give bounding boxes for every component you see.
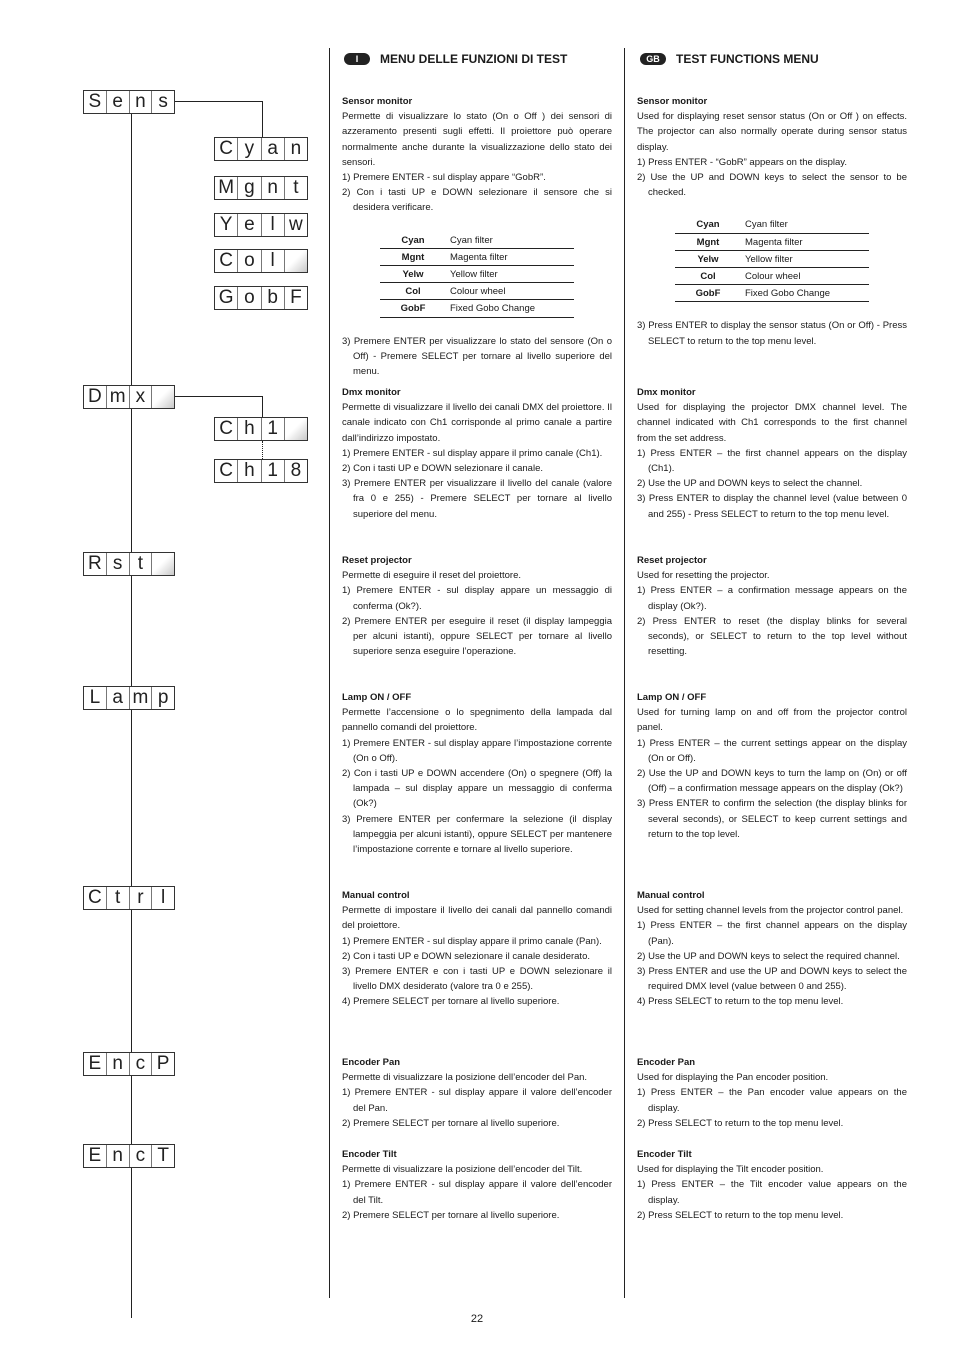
section-title: Reset projector [342,555,412,566]
step: 1) Premere ENTER - sul display appare l’impostazione corrente (On o Off). [342,737,612,764]
sensor-desc: Fixed Gobo Change [446,300,574,317]
gb-sensor-section [637,94,907,349]
step: 2) Press SELECT to return to the top menu level. [637,1117,844,1129]
display-char: C [84,887,107,909]
dmx-connector [174,396,262,397]
display-char: a [107,687,130,709]
it-header [344,52,567,66]
sens-branch-line [262,101,263,141]
it-ctrl-section [342,888,612,1010]
step: 1) Premere ENTER - sul display appare “GobR”. [342,172,546,184]
section-intro: Permette di visualizzare la posizione dell’encoder del Tilt. [342,1164,583,1176]
sensor-desc: Magenta filter [446,248,574,265]
section-title: Sensor monitor [342,96,413,107]
step: 3) Press ENTER to confirm the selection (the display blinks for several seconds), or SELECT to keep current settings and return to the top level. [637,798,907,840]
step: 3) Premere ENTER per visualizzare lo stato del sensore (On o Off) - Premere SELECT per tornare al livello superiore del menu. [342,335,612,378]
step: 3) Press ENTER to display the channel level (value between 0 and 255) - Press SELECT to return to the top menu level. [637,493,907,520]
display-char: p [157,687,169,708]
step: 2) Use the UP and DOWN keys to select the sensor to be checked. [637,172,907,199]
step: 3) Press ENTER and use the UP and DOWN keys to select the required DMX level (value between 0 and 255). [637,966,907,993]
section-title: Lamp ON / OFF [342,692,412,703]
step: 1) Press ENTER – the first channel appears on the display (Ch1). [637,447,907,475]
it-lamp-section [342,690,612,857]
display-enct [83,1144,175,1168]
step: 2) Premere SELECT per tornare al livello superiore. [342,1117,560,1129]
step: 4) Press SELECT to return to the top menu level. [637,996,844,1008]
sensor-key: Col [380,283,446,300]
step: 3) Premere ENTER e con i tasti UP e DOWN selezionare il livello DMX desiderato (valore tra 0 e 255). [342,966,612,993]
section-title: Encoder Tilt [637,1149,692,1160]
display-char: l [161,887,166,908]
it-title: MENU DELLE FUNZIONI DI TEST [380,52,568,66]
section-intro: Permette di visualizzare la posizione dell’encoder del Pan. [342,1072,588,1084]
sensor-desc: Yellow filter [741,250,869,267]
column-divider-right [624,48,625,1298]
column-divider-left [329,48,330,1298]
display-lamp [83,686,175,710]
section-intro: Permette di visualizzare il livello dei canali DMX del proiettore. Il canale indicato con Ch1 corrisponde al primo canale a partire dall’indirizzo impostato. [342,402,612,444]
display-ctrl [83,886,175,910]
display-char: D [84,386,107,408]
gb-ctrl-section [637,888,907,1010]
step: 2) Use the UP and DOWN keys to turn the lamp on (On) or off (Off) – a confirmation message appears on the display (Ok?) [637,768,907,795]
display-char: g [238,177,261,199]
display-char: t [130,553,153,575]
step: 1) Press ENTER – the Pan encoder value appears on the display. [637,1087,907,1114]
gb-header [640,52,819,66]
section-intro: Used for displaying the Pan encoder position. [637,1072,829,1084]
sensor-key: Col [675,268,741,285]
section-intro: Permette di impostare il livello dei canali dal pannello comandi del proiettore. [342,905,612,932]
display-char: 1 [262,418,285,440]
display-char: E [84,1053,107,1075]
display-char: w [289,214,303,235]
section-intro: Used for turning lamp on and off from the projector control panel. [637,707,907,734]
display-char: h [238,460,261,482]
sensor-key: GobF [675,285,741,302]
display-char: b [262,287,285,309]
sensor-key: GobF [380,300,446,317]
section-title: Lamp ON / OFF [637,692,707,703]
display-char [152,386,174,408]
step: 2) Press SELECT to return to the top menu level. [637,1209,844,1221]
display-cyan [214,137,308,161]
display-encp [83,1052,175,1076]
sensor-desc: Colour wheel [741,268,869,285]
display-char: o [238,250,261,272]
sensor-table [675,216,869,302]
section-intro: Used for resetting the projector. [637,570,770,582]
step: 1) Press ENTER – the Tilt encoder value appears on the display. [637,1179,907,1206]
display-dmx [83,385,175,409]
main-trunk-line [131,113,132,1318]
sensor-desc: Fixed Gobo Change [741,285,869,302]
display-char: C [215,418,238,440]
dmx-branch-line [262,396,263,418]
step: 1) Press ENTER – the current settings appear on the display (On or Off). [637,737,907,764]
display-char: S [84,91,107,113]
display-char: o [238,287,261,309]
it-sensor-section [342,94,612,379]
step: 2) Con i tasti UP e DOWN selezionare il sensore che si desidera verificare. [342,187,612,214]
section-intro: Used for displaying reset sensor status (On or Off ) on effects. The projector can also normally operate during sensor status display. [637,111,907,153]
gb-dmx-section [637,385,907,522]
step: 1) Press ENTER - “GobR” appears on the display. [637,156,847,168]
display-char: M [215,177,238,199]
display-char: L [84,687,107,709]
section-title: Reset projector [637,555,707,566]
section-title: Encoder Pan [637,1057,696,1068]
gb-title: TEST FUNCTIONS MENU [676,52,819,66]
display-char: Y [215,214,238,236]
sensor-key: Mgnt [380,248,446,265]
it-dmx-section [342,385,612,522]
it-enct-section [342,1147,612,1223]
page-number: 22 [470,1313,484,1325]
display-char: r [130,887,153,909]
display-char: c [130,1053,153,1075]
sens-connector [174,101,262,102]
sensor-desc: Cyan filter [446,232,574,249]
section-title: Sensor monitor [637,96,708,107]
section-intro: Used for displaying the Tilt encoder position. [637,1164,824,1176]
display-char: t [293,177,299,198]
display-col [214,249,308,273]
step: 1) Premere ENTER - sul display appare il valore dell’encoder del Pan. [342,1087,612,1114]
display-rst [83,552,175,576]
gb-lamp-section [637,690,907,842]
display-char: n [290,138,302,159]
display-char [152,553,174,575]
section-intro: Permette l’accensione o lo spegnimento della lampada dal pannello comandi del proiettore. [342,707,612,734]
gb-badge: GB [640,53,666,65]
step: 3) Press ENTER to display the sensor status (On or Off) - Press SELECT to return to the top menu level. [637,320,907,347]
section-intro: Permette di eseguire il reset del proiettore. [342,570,522,582]
display-char: y [238,138,261,160]
sensor-key: Yelw [675,250,741,267]
it-rst-section [342,553,612,659]
step: 1) Premere ENTER - sul display appare il valore dell’encoder del Tilt. [342,1179,612,1206]
display-char: s [107,553,130,575]
sensor-key: Mgnt [675,233,741,250]
section-title: Dmx monitor [342,387,401,398]
display-char: s [158,91,168,112]
section-intro: Used for setting channel levels from the projector control panel. [637,905,904,917]
display-char: n [107,1145,130,1167]
display-char: E [84,1145,107,1167]
step: 4) Premere SELECT per tornare al livello superiore. [342,996,560,1008]
gb-encp-section [637,1055,907,1131]
section-title: Manual control [637,890,705,901]
display-sens [83,90,175,114]
display-char: a [262,138,285,160]
display-char: 1 [262,460,285,482]
sensor-desc: Yellow filter [446,266,574,283]
step: 2) Use the UP and DOWN keys to select the channel. [637,478,863,490]
sensor-desc: Magenta filter [741,233,869,250]
step: 3) Premere ENTER per confermare la selezione (il display lampeggia per alcuni istanti), oppure SELECT per mantenere l’impostazione corrente e tornare al livello superiore. [342,813,612,856]
step: 2) Con i tasti UP e DOWN selezionare il canale desiderato. [342,950,590,962]
gb-rst-section [637,553,907,659]
display-char: C [215,250,238,272]
display-char: F [290,287,302,308]
step: 1) Premere ENTER - sul display appare un messaggio di conferma (Ok?). [342,585,612,612]
sensor-key: Yelw [380,266,446,283]
display-char [285,418,307,440]
section-title: Encoder Tilt [342,1149,397,1160]
display-gobf [214,286,308,310]
step: 2) Con i tasti UP e DOWN selezionare il canale. [342,463,543,475]
display-char: n [130,91,153,113]
display-char: 8 [290,460,302,481]
step: 2) Con i tasti UP e DOWN accendere (On) o spegnere (Off) la lampada – sul display appare un messaggio di conferma (Ok?) [342,768,612,810]
step: 1) Press ENTER – the first channel appears on the display (Pan). [637,920,907,947]
display-char: c [130,1145,153,1167]
display-char: R [84,553,107,575]
display-char: m [107,386,130,408]
section-title: Dmx monitor [637,387,696,398]
it-badge: I [344,53,370,65]
display-char: l [262,250,285,272]
it-encp-section [342,1055,612,1131]
sensor-key: Cyan [675,216,741,233]
section-title: Manual control [342,890,410,901]
section-title: Encoder Pan [342,1057,401,1068]
sensor-table [380,232,574,318]
step: 2) Press ENTER to reset (the display blinks for several seconds), or SELECT to return to the top level without resetting. [637,615,907,658]
display-ch1 [214,417,308,441]
section-intro: Permette di visualizzare lo stato (On o Off ) dei sensori di azzeramento presenti sugli effetti. Il proiettore può operare normalmente anche durante la visualizzazione dello stato dei sensori. [342,111,612,168]
display-char: P [156,1053,170,1074]
sensor-key: Cyan [380,232,446,249]
gb-enct-section [637,1147,907,1223]
sensor-desc: Cyan filter [741,216,869,233]
display-char [285,250,307,272]
display-mgnt [214,176,308,200]
step: 1) Premere ENTER - sul display appare il primo canale (Ch1). [342,447,603,459]
sensor-desc: Colour wheel [446,283,574,300]
display-char: C [215,460,238,482]
step: 2) Premere SELECT per tornare al livello superiore. [342,1209,560,1221]
display-char: T [157,1145,169,1166]
display-ch18 [214,459,308,483]
display-char: x [130,386,153,408]
display-char: m [130,687,153,709]
step: 2) Use the UP and DOWN keys to select the required channel. [637,950,900,962]
section-intro: Used for displaying the projector DMX channel level. The channel indicated with Ch1 corresponds to the first channel from the set address. [637,402,907,444]
display-yelw [214,213,308,237]
display-char: n [262,177,285,199]
ch-dots [262,441,263,459]
step: 1) Press ENTER – a confirmation message appears on the display (Ok?). [637,585,907,612]
display-char: G [215,287,238,309]
step: 1) Premere ENTER - sul display appare il primo canale (Pan). [342,935,602,947]
step: 2) Premere ENTER per eseguire il reset (il display lampeggia per alcuni istanti), oppure SELECT per tornare al livello superiore senza eseguire l’operazione. [342,615,612,658]
display-char: C [215,138,238,160]
display-char: n [107,1053,130,1075]
display-char: e [107,91,130,113]
step: 3) Premere ENTER per visualizzare il livello del canale (valore fra 0 e 255) - Premere SELECT per tornare al livello superiore del menu. [342,478,612,520]
display-char: l [262,214,285,236]
display-char: e [238,214,261,236]
display-char: t [107,887,130,909]
display-char: h [238,418,261,440]
